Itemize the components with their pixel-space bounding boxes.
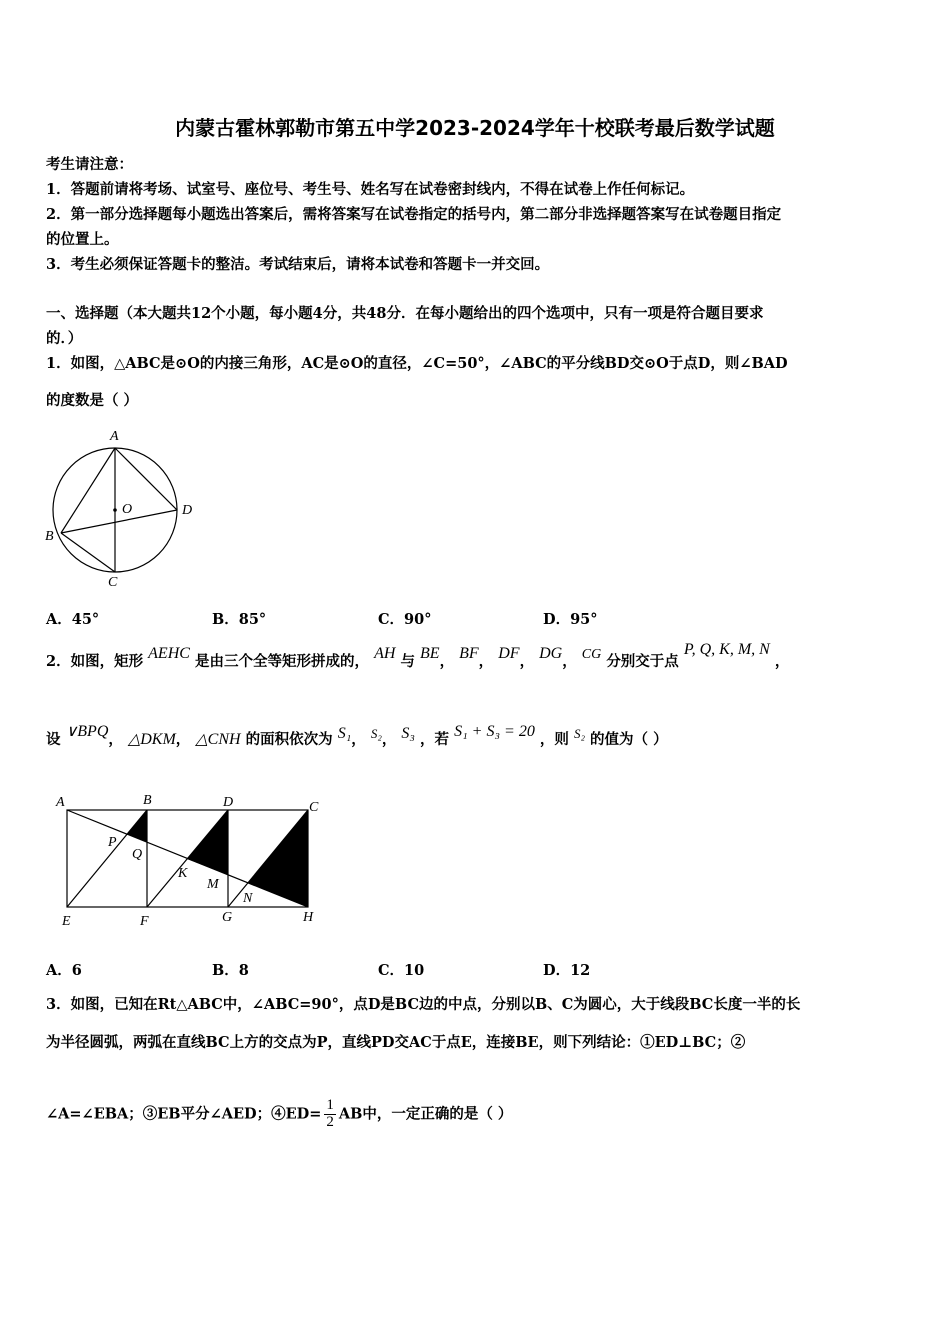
center-dot bbox=[113, 508, 117, 512]
chord-ab bbox=[61, 448, 115, 533]
q3-stem-cont: 为半径圆弧，两弧在直线BC上方的交点为P，直线PD交AC于点E，连接BE，则下列结论：①ED⊥BC；② bbox=[46, 1034, 746, 1051]
q2-text: ， bbox=[108, 731, 123, 748]
q2-text: ， bbox=[439, 653, 455, 670]
q1-option-d[interactable]: D．95° bbox=[543, 611, 598, 628]
q2-option-d[interactable]: D．12 bbox=[543, 962, 591, 979]
triangle-cnh bbox=[248, 810, 308, 907]
q2-math: S₃ bbox=[401, 725, 415, 742]
q2-text: ，若 bbox=[420, 731, 450, 748]
q1-option-c[interactable]: C．90° bbox=[378, 611, 432, 628]
q2-math: △DKM bbox=[127, 731, 176, 748]
q2-text: 2．如图，矩形 bbox=[46, 653, 144, 670]
label-n: N bbox=[243, 891, 253, 906]
q2-text: ， bbox=[351, 731, 366, 748]
q2-option-b[interactable]: B．8 bbox=[212, 962, 249, 979]
q2-text: ， bbox=[478, 653, 494, 670]
notice-item: 2．第一部分选择题每小题选出答案后，需将答案写在试卷指定的括号内，第二部分非选择题答案写在试卷题目指定 bbox=[46, 206, 782, 223]
q2-text: ， bbox=[562, 653, 577, 670]
label-g: G bbox=[222, 910, 233, 925]
page-title: 内蒙古霍林郭勒市第五中学2023-2024学年十校联考最后数学试题 bbox=[175, 116, 775, 140]
label-a: A bbox=[110, 429, 119, 444]
label-h: H bbox=[303, 910, 314, 925]
q2-math: S₁ + S₃ = 20 bbox=[454, 723, 535, 740]
q2-math: △CNH bbox=[195, 731, 241, 748]
q2-stem bbox=[46, 641, 790, 671]
label-q: Q bbox=[132, 847, 143, 862]
label-d: D bbox=[223, 795, 234, 810]
notice-heading: 考生请注意： bbox=[46, 156, 133, 173]
q3-text: ∠A=∠EBA；③EB平分∠AED；④ED= bbox=[46, 1105, 322, 1123]
q2-text: ， bbox=[519, 653, 535, 670]
q2-text: ，则 bbox=[539, 731, 569, 748]
fraction-denominator: 2 bbox=[326, 1113, 334, 1130]
label-b: B bbox=[45, 529, 54, 544]
notice-item: 3．考生必须保证答题卡的整洁。考试结束后，请将本试卷和答题卡一并交回。 bbox=[46, 256, 550, 273]
q2-math: CG bbox=[581, 647, 602, 662]
notice-item: 的位置上。 bbox=[46, 231, 119, 248]
fraction-numerator: 1 bbox=[326, 1097, 334, 1113]
q2-text: ， bbox=[381, 731, 397, 748]
q2-math: BF bbox=[459, 645, 479, 662]
section-heading-cont: 的．） bbox=[46, 330, 83, 347]
label-c: C bbox=[108, 575, 118, 590]
q2-text: 与 bbox=[400, 653, 415, 670]
triangle-dkm bbox=[187, 810, 228, 875]
q3-stem-cont bbox=[46, 1098, 512, 1131]
q2-text: ， bbox=[774, 653, 790, 670]
label-k: K bbox=[178, 866, 188, 881]
q1-stem: 1．如图，△ABC是⊙O的内接三角形，AC是⊙O的直径，∠C=50°，∠ABC的平分线BD交⊙O于点D，则∠BAD bbox=[46, 355, 788, 372]
chord-bd bbox=[61, 510, 177, 533]
q2-text: ， bbox=[175, 731, 191, 748]
q1-option-b[interactable]: B．85° bbox=[212, 611, 267, 628]
q2-text: 的面积依次为 bbox=[245, 731, 333, 748]
triangle-bpq bbox=[127, 810, 147, 842]
label-o: O bbox=[122, 502, 133, 517]
q2-text: 设 bbox=[46, 731, 61, 748]
label-c: C bbox=[309, 800, 319, 815]
section-heading: 一、选择题（本大题共12个小题，每小题4分，共48分．在每小题给出的四个选项中，只有一项是符合题目要求 bbox=[46, 305, 764, 322]
q2-math: ∨BPQ bbox=[65, 723, 109, 740]
q2-math: BE bbox=[420, 645, 440, 662]
q1-stem-cont: 的度数是（ ） bbox=[46, 392, 139, 409]
q2-math: S₁ bbox=[337, 725, 352, 742]
q2-math: S₂ bbox=[573, 726, 585, 741]
q2-option-a[interactable]: A．6 bbox=[46, 962, 82, 979]
label-e: E bbox=[62, 914, 71, 929]
q2-rectangle-figure bbox=[50, 790, 340, 935]
label-f: F bbox=[140, 914, 149, 929]
q3-stem: 3．如图，已知在Rt△ABC中，∠ABC=90°，点D是BC边的中点，分别以B、C为圆心，大于线段BC长度一半的长 bbox=[46, 996, 801, 1013]
label-p: P bbox=[108, 835, 117, 850]
notice-item: 1．答题前请将考场、试室号、座位号、考生号、姓名写在试卷密封线内，不得在试卷上作任何标记。 bbox=[46, 181, 695, 198]
q2-text: 是由三个全等矩形拼成的， bbox=[195, 653, 369, 670]
q2-math: DG bbox=[539, 645, 563, 662]
q2-stem-cont bbox=[46, 723, 668, 749]
q2-text: 的值为（ ） bbox=[590, 731, 668, 748]
q3-text: AB中，一定正确的是（ ） bbox=[338, 1105, 513, 1123]
q2-math: DF bbox=[498, 645, 520, 662]
fraction-one-half bbox=[324, 1098, 336, 1131]
q2-math: AH bbox=[374, 645, 396, 662]
label-a: A bbox=[56, 795, 65, 810]
q2-math: P, Q, K, M, N bbox=[683, 641, 770, 658]
q2-text: 分别交于点 bbox=[606, 653, 679, 670]
q2-math: AEHC bbox=[148, 645, 190, 662]
label-d: D bbox=[182, 503, 193, 518]
q1-circle-figure bbox=[40, 425, 210, 590]
q2-math: S₂ bbox=[370, 726, 382, 741]
label-b: B bbox=[143, 793, 152, 808]
q2-option-c[interactable]: C．10 bbox=[378, 962, 425, 979]
label-m: M bbox=[207, 877, 219, 892]
chord-ad bbox=[115, 448, 177, 510]
q1-option-a[interactable]: A．45° bbox=[46, 611, 100, 628]
